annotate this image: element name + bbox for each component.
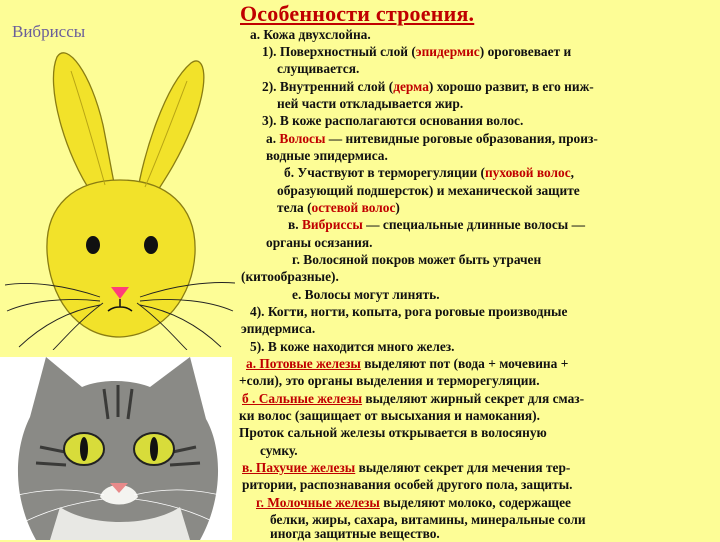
text-segment: иногда защитные вещество. xyxy=(270,526,440,541)
text-segment: +соли), это органы выделения и терморегуляции. xyxy=(239,373,540,388)
text-segment: б. Участвуют в терморегуляции ( xyxy=(284,165,485,180)
cat-photo xyxy=(0,357,232,540)
text-line xyxy=(246,356,568,372)
text-segment: органы осязания. xyxy=(266,235,373,250)
text-segment: ней части откладывается жир. xyxy=(277,96,464,111)
text-line xyxy=(288,217,585,233)
text-segment: , xyxy=(570,165,574,180)
highlighted-term: эпидермис xyxy=(415,44,480,59)
text-segment: ) ороговевает и xyxy=(479,44,572,59)
highlighted-term: остевой волос xyxy=(311,200,396,215)
text-segment: 2). Внутренний слой ( xyxy=(262,79,394,94)
slide-title: Особенности строения. xyxy=(240,1,475,26)
text-line xyxy=(292,287,440,303)
text-line xyxy=(266,131,598,147)
text-segment: белки, жиры, сахара, витамины, минеральные соли xyxy=(270,512,586,527)
text-segment: — нитевидные роговые образования, произ- xyxy=(325,131,598,146)
text-line xyxy=(239,373,540,389)
text-line xyxy=(250,339,455,355)
highlighted-term: б . Сальные железы xyxy=(242,391,363,406)
highlighted-term: дерма xyxy=(393,79,429,94)
text-line xyxy=(277,183,580,199)
text-segment: ) хорошо развит, в его ниж- xyxy=(428,79,594,94)
text-segment: 1). Поверхностный слой ( xyxy=(262,44,416,59)
text-line xyxy=(241,269,339,285)
text-segment: 3). В коже располагаются основания волос. xyxy=(262,113,524,128)
text-line xyxy=(284,165,574,181)
text-segment: эпидермиса. xyxy=(241,321,316,336)
text-segment: ритории, распознавания особей другого пола, защиты. xyxy=(242,477,573,492)
text-segment: ки волос (защищает от высыхания и намокания). xyxy=(239,408,540,423)
text-line xyxy=(277,61,359,77)
text-line xyxy=(256,495,571,511)
text-line xyxy=(250,304,567,320)
text-segment: 5). В коже находится много желез. xyxy=(250,339,455,354)
highlighted-term: Вибриссы xyxy=(301,217,363,232)
text-line xyxy=(266,148,388,164)
text-line xyxy=(242,391,584,407)
text-line xyxy=(292,252,541,268)
text-segment: образующий подшерсток) и механической защите xyxy=(277,183,580,198)
text-line xyxy=(262,44,571,60)
text-body xyxy=(236,0,720,540)
text-segment: 4). Когти, ногти, копыта, рога роговые производные xyxy=(250,304,568,319)
highlighted-term: пуховой волос xyxy=(484,165,571,180)
text-line xyxy=(270,526,440,542)
text-line xyxy=(262,113,523,129)
text-line xyxy=(242,460,570,476)
text-segment: (китообразные). xyxy=(241,269,339,284)
text-line xyxy=(266,235,372,251)
text-segment: — специальные длинные волосы — xyxy=(362,217,585,232)
rabbit-illustration xyxy=(5,45,235,350)
text-line xyxy=(277,96,463,112)
text-line xyxy=(277,200,400,216)
text-segment: е. Волосы могут линять. xyxy=(292,287,440,302)
text-segment: выделяют секрет для мечения тер- xyxy=(355,460,571,475)
highlighted-term: в. Пахучие железы xyxy=(242,460,356,475)
text-segment: выделяют молоко, содержащее xyxy=(379,495,571,510)
text-segment: в. xyxy=(288,217,302,232)
text-segment: а. Кожа двухслойна. xyxy=(250,27,371,42)
text-segment: тела ( xyxy=(277,200,312,215)
highlighted-term: г. Молочные железы xyxy=(256,495,380,510)
text-segment: выделяют пот (вода + мочевина + xyxy=(360,356,569,371)
text-segment: слущивается. xyxy=(277,61,360,76)
text-segment: Проток сальной железы открывается в волосяную xyxy=(239,425,547,440)
text-line xyxy=(260,443,298,459)
text-line xyxy=(239,408,540,424)
text-segment: сумку. xyxy=(260,443,298,458)
text-segment: выделяют жирный секрет для смаз- xyxy=(362,391,585,406)
text-segment: ) xyxy=(395,200,400,215)
text-line xyxy=(250,27,371,43)
text-segment: а. xyxy=(266,131,280,146)
text-line xyxy=(262,79,594,95)
text-segment: г. Волосяной покров может быть утрачен xyxy=(292,252,542,267)
highlighted-term: Волосы xyxy=(279,131,326,146)
text-line xyxy=(241,321,315,337)
text-line xyxy=(239,425,547,441)
highlighted-term: а. Потовые железы xyxy=(246,356,361,371)
vibrissae-label: Вибриссы xyxy=(12,22,86,41)
text-line xyxy=(242,477,573,493)
text-segment: водные эпидермиса. xyxy=(266,148,388,163)
